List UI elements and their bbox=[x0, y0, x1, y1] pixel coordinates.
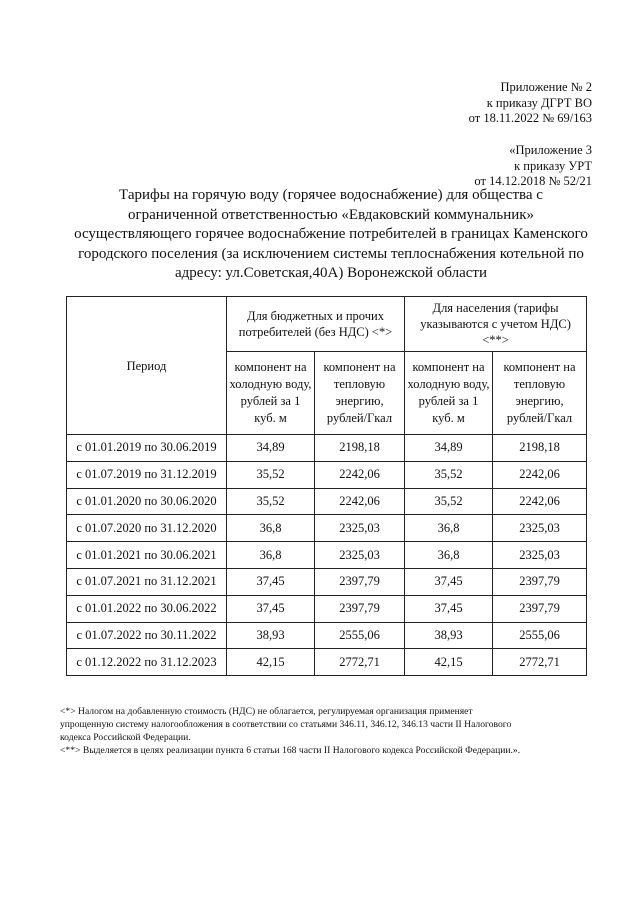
document-title bbox=[50, 186, 612, 284]
budget-cold-cell: 34,89 bbox=[227, 435, 315, 462]
budget-heat-cell: 2555,06 bbox=[315, 622, 405, 649]
population-cold-cell: 35,52 bbox=[405, 488, 493, 515]
title-line: осуществляющего горячее водоснабжение потребителей в границах Каменского bbox=[74, 226, 588, 242]
tariff-table bbox=[66, 296, 587, 676]
budget-cold-cell: 37,45 bbox=[227, 568, 315, 595]
table-row bbox=[67, 595, 587, 622]
budget-cold-cell: 35,52 bbox=[227, 461, 315, 488]
title-line: Тарифы на горячую воду (горячее водоснабжение) для общества с bbox=[119, 187, 543, 203]
budget-cold-cell: 37,45 bbox=[227, 595, 315, 622]
table-row bbox=[67, 622, 587, 649]
appendix-main-line: к приказу ДГРТ ВО bbox=[486, 95, 592, 110]
population-heat-cell: 2772,71 bbox=[493, 649, 587, 676]
appendix-previous-line: «Приложение 3 bbox=[509, 143, 592, 157]
population-cold-water-header: компонент на холодную воду, рублей за 1 куб. м bbox=[405, 352, 493, 435]
budget-heat-cell: 2397,79 bbox=[315, 595, 405, 622]
budget-group-header: Для бюджетных и прочих потребителей (без НДС) <*> bbox=[227, 297, 405, 352]
budget-heat-cell: 2772,71 bbox=[315, 649, 405, 676]
period-cell: с 01.01.2022 по 30.06.2022 bbox=[67, 595, 227, 622]
population-cold-cell: 36,8 bbox=[405, 542, 493, 569]
budget-heat-cell: 2242,06 bbox=[315, 488, 405, 515]
footnote-vat-line: упрощенную систему налогообложения в соответствии со статьями 346.11, 346.12, 346.13 части II Налогового bbox=[60, 719, 512, 730]
budget-cold-cell: 35,52 bbox=[227, 488, 315, 515]
population-heat-cell: 2555,06 bbox=[493, 622, 587, 649]
appendix-previous-line: к приказу УРТ bbox=[514, 158, 592, 173]
population-heat-cell: 2325,03 bbox=[493, 542, 587, 569]
population-heat-cell: 2325,03 bbox=[493, 515, 587, 542]
budget-cold-cell: 38,93 bbox=[227, 622, 315, 649]
table-row bbox=[67, 568, 587, 595]
budget-cold-cell: 42,15 bbox=[227, 649, 315, 676]
population-cold-cell: 42,15 bbox=[405, 649, 493, 676]
appendix-main-line: от 18.11.2022 № 69/163 bbox=[468, 111, 592, 125]
population-heat-cell: 2397,79 bbox=[493, 595, 587, 622]
period-cell: с 01.07.2020 по 31.12.2020 bbox=[67, 515, 227, 542]
period-cell: с 01.07.2019 по 31.12.2019 bbox=[67, 461, 227, 488]
title-line: ограниченной ответственностью «Евдаковский коммунальник» bbox=[127, 206, 535, 223]
budget-cold-cell: 36,8 bbox=[227, 515, 315, 542]
table-row bbox=[67, 435, 587, 462]
budget-heat-cell: 2198,18 bbox=[315, 435, 405, 462]
population-heat-cell: 2198,18 bbox=[493, 435, 587, 462]
period-header: Период bbox=[67, 297, 227, 435]
population-heat-energy-header: компонент на тепловую энергию, рублей/Гкал bbox=[493, 352, 587, 435]
budget-heat-cell: 2242,06 bbox=[315, 461, 405, 488]
period-cell: с 01.07.2021 по 31.12.2021 bbox=[67, 568, 227, 595]
budget-cold-water-header: компонент на холодную воду, рублей за 1 куб. м bbox=[227, 352, 315, 435]
title-line: адресу: ул.Советская,40А) Воронежской области bbox=[175, 265, 487, 281]
appendix-previous bbox=[474, 143, 592, 190]
population-cold-cell: 35,52 bbox=[405, 461, 493, 488]
appendix-main bbox=[469, 80, 592, 127]
population-cold-cell: 34,89 bbox=[405, 435, 493, 462]
period-cell: с 01.01.2019 по 30.06.2019 bbox=[67, 435, 227, 462]
population-heat-cell: 2397,79 bbox=[493, 568, 587, 595]
period-cell: с 01.01.2020 по 30.06.2020 bbox=[67, 488, 227, 515]
footnotes bbox=[60, 705, 600, 757]
period-cell: с 01.01.2021 по 30.06.2021 bbox=[67, 542, 227, 569]
footnote-vat-line: <*> Налогом на добавленную стоимость (НДС) не облагается, регулируемая организация применяет bbox=[60, 706, 473, 717]
population-heat-cell: 2242,06 bbox=[493, 461, 587, 488]
budget-heat-cell: 2325,03 bbox=[315, 542, 405, 569]
budget-heat-cell: 2325,03 bbox=[315, 515, 405, 542]
period-cell: с 01.12.2022 по 31.12.2023 bbox=[67, 649, 227, 676]
population-group-header: Для населения (тарифы указываются с учетом НДС) <**> bbox=[405, 297, 587, 352]
population-heat-cell: 2242,06 bbox=[493, 488, 587, 515]
appendix-main-line: Приложение № 2 bbox=[500, 80, 592, 94]
footnote-vat-line: кодекса Российской Федерации. bbox=[60, 732, 191, 743]
population-cold-cell: 37,45 bbox=[405, 568, 493, 595]
budget-heat-cell: 2397,79 bbox=[315, 568, 405, 595]
budget-heat-energy-header: компонент на тепловую энергию, рублей/Гкал bbox=[315, 352, 405, 435]
appendix-previous-line: от 14.12.2018 № 52/21 bbox=[474, 174, 592, 188]
table-row bbox=[67, 542, 587, 569]
footnote-population: <**> Выделяется в целях реализации пункта 6 статьи 168 части II Налогового кодекса Российской Федерации.». bbox=[60, 745, 521, 756]
budget-cold-cell: 36,8 bbox=[227, 542, 315, 569]
table-row bbox=[67, 649, 587, 676]
population-cold-cell: 38,93 bbox=[405, 622, 493, 649]
table-row bbox=[67, 488, 587, 515]
population-cold-cell: 36,8 bbox=[405, 515, 493, 542]
period-cell: с 01.07.2022 по 30.11.2022 bbox=[67, 622, 227, 649]
table-row bbox=[67, 461, 587, 488]
population-cold-cell: 37,45 bbox=[405, 595, 493, 622]
title-line: городского поселения (за исключением системы теплоснабжения котельной по bbox=[78, 245, 584, 262]
table-row bbox=[67, 515, 587, 542]
